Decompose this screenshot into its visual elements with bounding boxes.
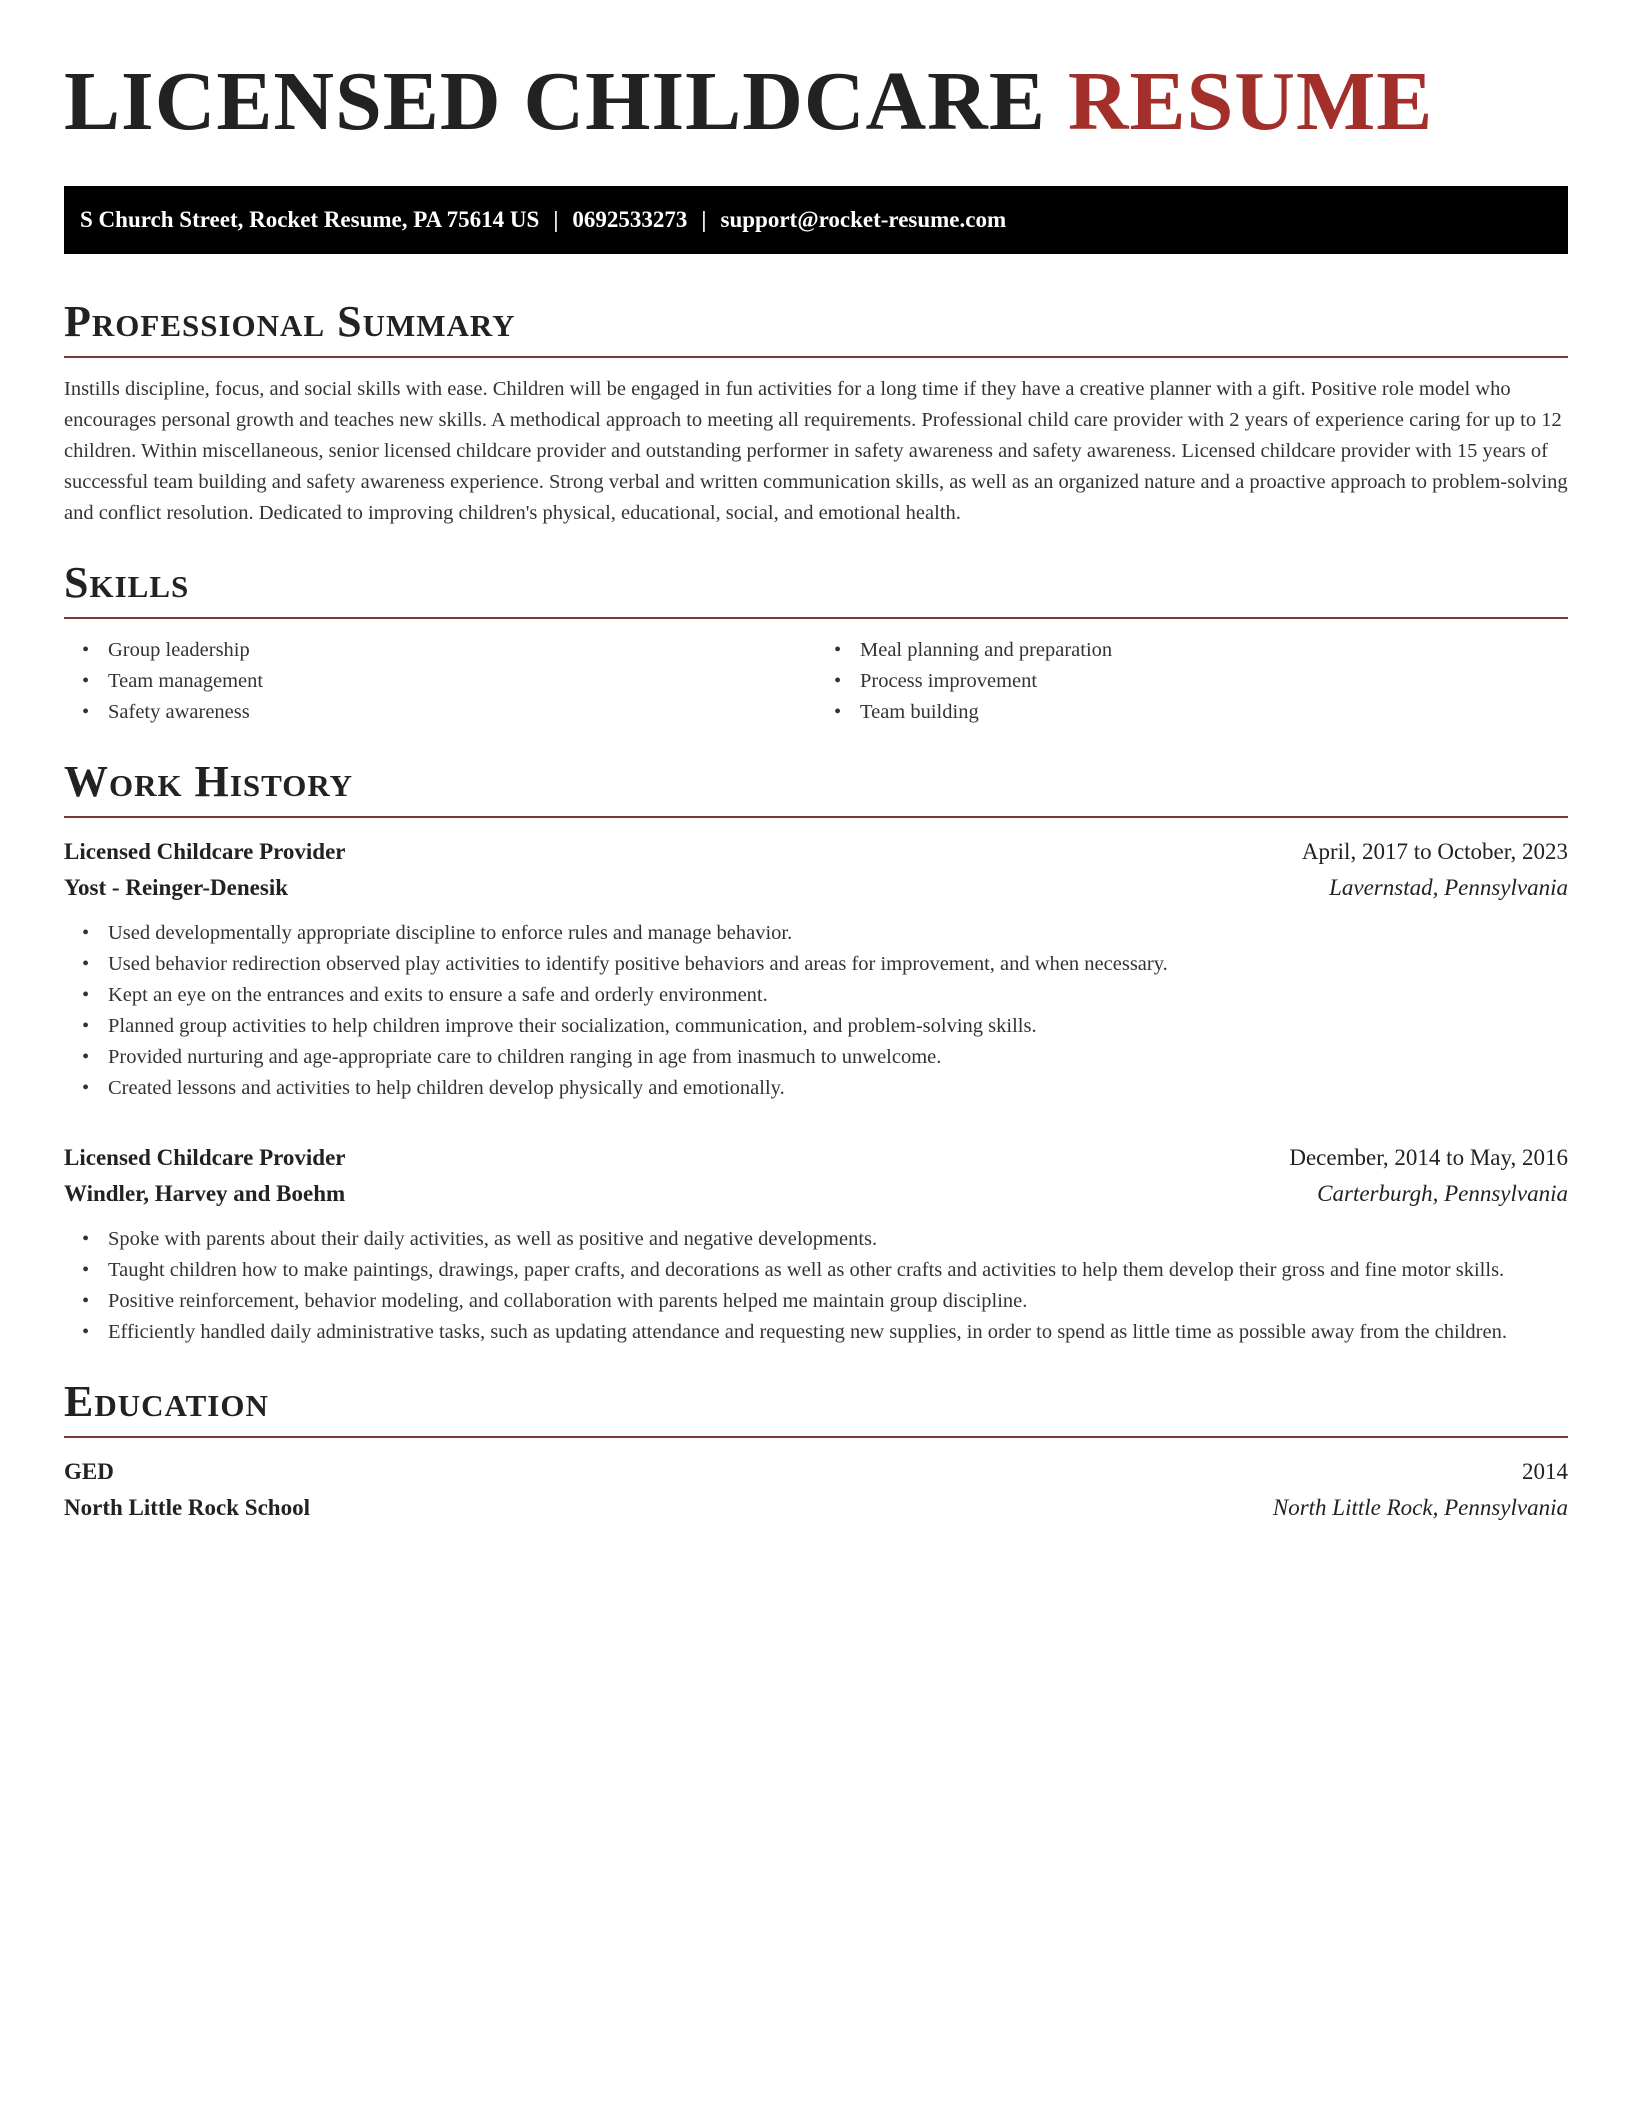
job-company: Yost - Reinger-Denesik — [64, 875, 289, 900]
contact-phone: 0692533273 — [572, 207, 688, 232]
job-entry — [64, 834, 1568, 1104]
job-dates: April, 2017 to October, 2023 — [1301, 839, 1568, 864]
summary-text: Instills discipline, focus, and social skills with ease. Children will be engaged in fun activities for a long time if they have a creative planner with a gift. Positive role model who encourages personal growth and teaches new skills. A methodical approach to meeting all requirements. Professional child care provider with 2 years of experience caring for up to 12 children. Within miscellaneous, senior licensed childcare provider and outstanding performer in safety awareness and safety awareness. Licensed childcare provider with 15 years of successful team building and safety awareness experience. Strong verbal and written communication skills, as well as an organized nature and a proactive approach to problem-solving and conflict resolution. Dedicated to improving children's physical, educational, social, and emotional health. — [64, 378, 1568, 524]
job-duty: • Positive reinforcement, behavior modeling, and collaboration with parents helped me maintain group discipline. — [108, 1286, 1568, 1317]
education-location: North Little Rock, Pennsylvania — [1272, 1495, 1568, 1520]
job-duty: • Efficiently handled daily administrative tasks, such as updating attendance and requesting new supplies, in order to spend as little time as possible away from the children. — [108, 1317, 1568, 1348]
skill-item: • Group leadership — [108, 635, 816, 666]
job-location: Lavernstad, Pennsylvania — [1329, 875, 1568, 900]
job-location: Carterburgh, Pennsylvania — [1317, 1181, 1568, 1206]
job-duty: • Provided nurturing and age-appropriate care to children ranging in age from inasmuch to unwelcome. — [108, 1042, 1568, 1073]
job-entry — [64, 1140, 1568, 1348]
education-degree: GED — [64, 1459, 114, 1484]
skill-item: • Safety awareness — [108, 697, 816, 728]
skills-list-right — [816, 635, 1568, 728]
education-year: 2014 — [1522, 1459, 1568, 1484]
skill-item: • Meal planning and preparation — [860, 635, 1568, 666]
title-accent: RESUME — [1067, 55, 1434, 148]
skills-grid — [64, 635, 1568, 728]
skills-section — [64, 559, 1568, 728]
skill-item: • Team management — [108, 666, 816, 697]
education-degree-row — [64, 1454, 1568, 1490]
section-heading-education: Education — [64, 1378, 1568, 1438]
section-heading-skills: Skills — [64, 559, 1568, 619]
job-duty: • Used developmentally appropriate discipline to enforce rules and manage behavior. — [108, 918, 1568, 949]
job-title: Licensed Childcare Provider — [64, 839, 346, 864]
job-duty: • Taught children how to make paintings, drawings, paper crafts, and decorations as well as other crafts and activities to help them develop their gross and fine motor skills. — [108, 1255, 1568, 1286]
education-section — [64, 1378, 1568, 1526]
job-title: Licensed Childcare Provider — [64, 1145, 346, 1170]
contact-email: support@rocket-resume.com — [720, 207, 1007, 232]
job-duties-list — [64, 1224, 1568, 1348]
skill-item: • Process improvement — [860, 666, 1568, 697]
education-school-row — [64, 1490, 1568, 1526]
job-duty: • Planned group activities to help children improve their socialization, communication, and problem-solving skills. — [108, 1011, 1568, 1042]
work-history-section — [64, 758, 1568, 1348]
contact-separator: | — [701, 207, 707, 232]
job-company: Windler, Harvey and Boehm — [64, 1181, 346, 1206]
job-dates: December, 2014 to May, 2016 — [1289, 1145, 1568, 1170]
job-company-row — [64, 1176, 1568, 1212]
title-main: LICENSED CHILDCARE — [64, 55, 1046, 148]
job-company-row — [64, 870, 1568, 906]
contact-address: S Church Street, Rocket Resume, PA 75614 US — [80, 207, 540, 232]
professional-summary-section — [64, 298, 1568, 529]
skill-item: • Team building — [860, 697, 1568, 728]
job-duty: • Spoke with parents about their daily activities, as well as positive and negative developments. — [108, 1224, 1568, 1255]
education-school: North Little Rock School — [64, 1495, 310, 1520]
skills-list-left — [64, 635, 816, 728]
job-title-row — [64, 1140, 1568, 1176]
job-duty: • Created lessons and activities to help children develop physically and emotionally. — [108, 1073, 1568, 1104]
section-heading-work-history: Work History — [64, 758, 1568, 818]
job-duty: • Kept an eye on the entrances and exits to ensure a safe and orderly environment. — [108, 980, 1568, 1011]
contact-bar — [64, 186, 1568, 254]
job-duty: • Used behavior redirection observed play activities to identify positive behaviors and areas for improvement, and when necessary. — [108, 949, 1568, 980]
section-heading-summary: Professional Summary — [64, 298, 1568, 358]
job-title-row — [64, 834, 1568, 870]
resume-title — [64, 56, 1568, 148]
contact-separator: | — [553, 207, 559, 232]
job-duties-list — [64, 918, 1568, 1104]
education-entry — [64, 1454, 1568, 1526]
